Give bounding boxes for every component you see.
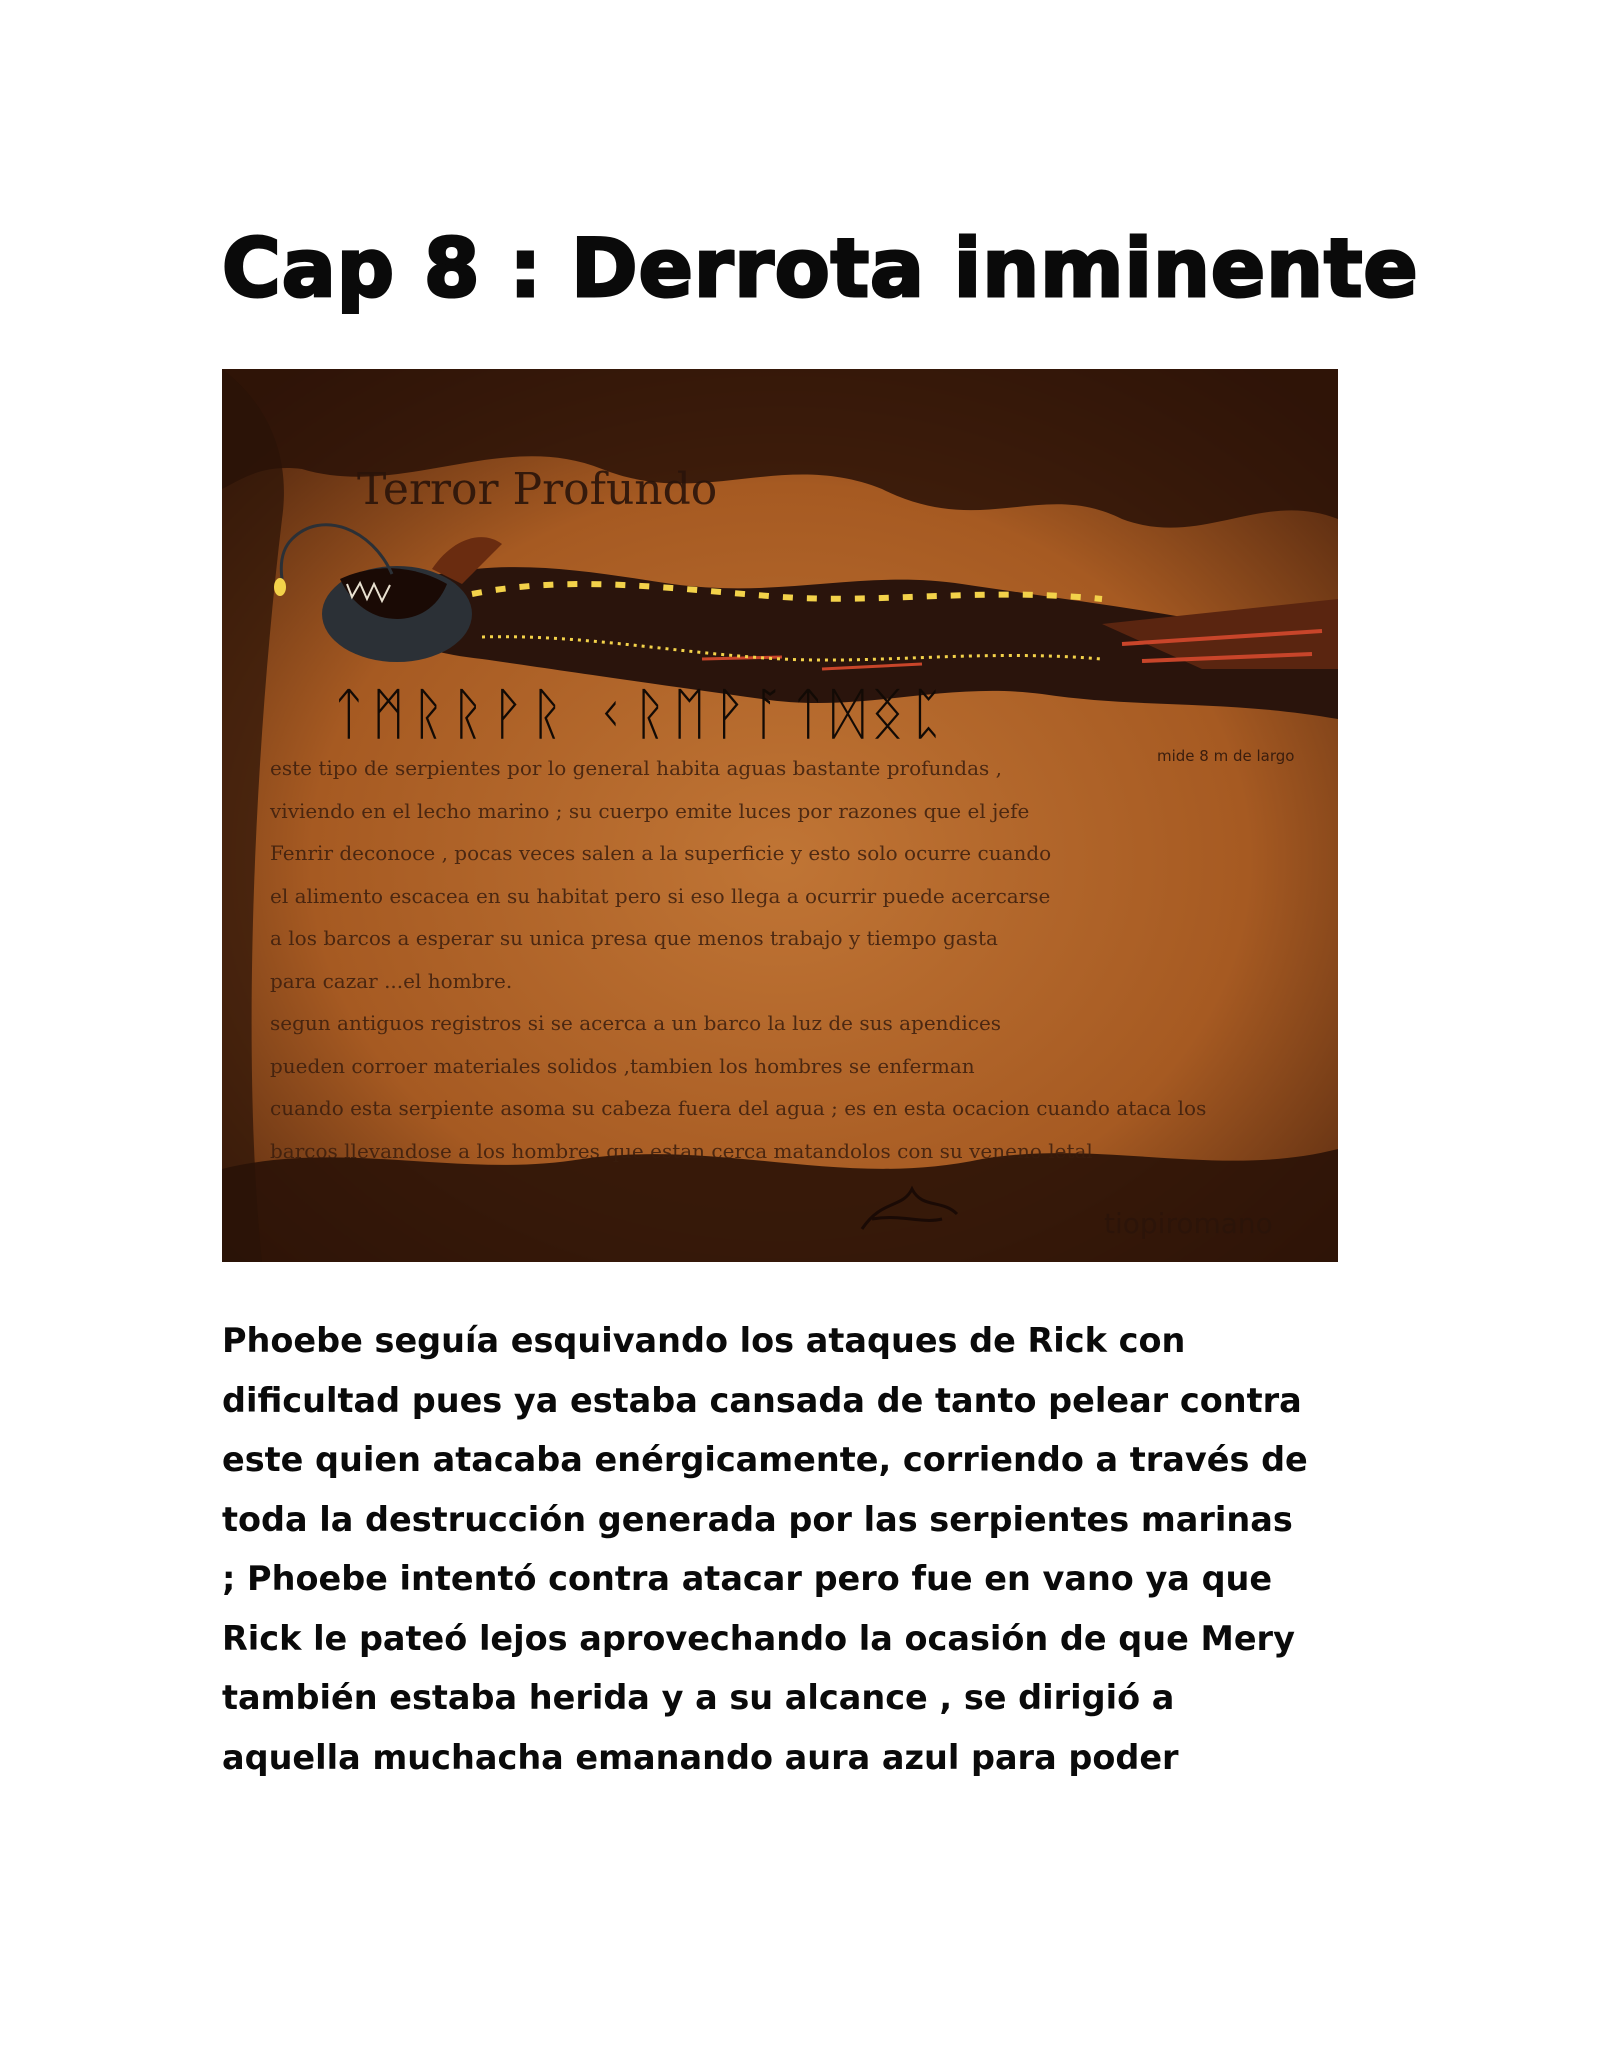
story-line: toda la destrucción generada por las serpientes marinas [222, 1499, 1293, 1539]
size-note: mide 8 m de largo [1157, 747, 1295, 765]
description-line: segun antiguos registros si se acerca a un barco la luz de sus apendices [270, 1011, 1002, 1035]
description-line: cuando esta serpiente asoma su cabeza fuera del agua ; es en esta ocacion cuando ataca los [270, 1096, 1207, 1120]
illustration-title: Terror Profundo [357, 464, 718, 515]
description-line: viviendo en el lecho marino ; su cuerpo emite luces por razones que el jefe [270, 798, 1030, 823]
description-line: este tipo de serpientes por lo general habita aguas bastante profundas , [270, 756, 1002, 780]
description-line: el alimento escacea en su habitat pero si eso llega a ocurrir puede acercarse [270, 883, 1051, 908]
story-line: aquella muchacha emanando aura azul para poder [222, 1737, 1179, 1777]
story-line: también estaba herida y a su alcance , se dirigió a [222, 1678, 1175, 1717]
story-line: Phoebe seguía esquivando los ataques de Rick con [222, 1321, 1186, 1360]
runic-inscription: ᛏᛗᚱᚱᚹᚱ ᚲᚱᛖᚹᚪᛏᛞᛝᛈ [332, 682, 950, 747]
artist-credit: tiopiromano [1104, 1207, 1273, 1240]
chapter-title: Cap 8 : Derrota inminente [222, 222, 1419, 315]
story-line: ; Phoebe intentó contra atacar pero fue en vano ya que [222, 1559, 1273, 1598]
story-line: dificultad pues ya estaba cansada de tanto pelear contra [222, 1380, 1302, 1420]
story-line: Rick le pateó lejos aprovechando la ocasión de que Mery [222, 1618, 1295, 1658]
illustration-description [270, 747, 1320, 1172]
description-line: barcos llevandose a los hombres que estan cerca matandolos con su veneno letal [270, 1138, 1093, 1163]
serpent-illustration [222, 369, 1338, 1262]
description-line: pueden corroer materiales solidos ,tambien los hombres se enferman [270, 1053, 975, 1078]
story-line: este quien atacaba enérgicamente, corriendo a través de [222, 1440, 1308, 1479]
description-line: Fenrir deconoce , pocas veces salen a la superficie y esto solo ocurre cuando [270, 841, 1052, 865]
description-line: para cazar ...el hombre. [270, 968, 513, 993]
description-line: a los barcos a esperar su unica presa que menos trabajo y tiempo gasta [270, 926, 998, 950]
story-paragraph [222, 1311, 1402, 1787]
